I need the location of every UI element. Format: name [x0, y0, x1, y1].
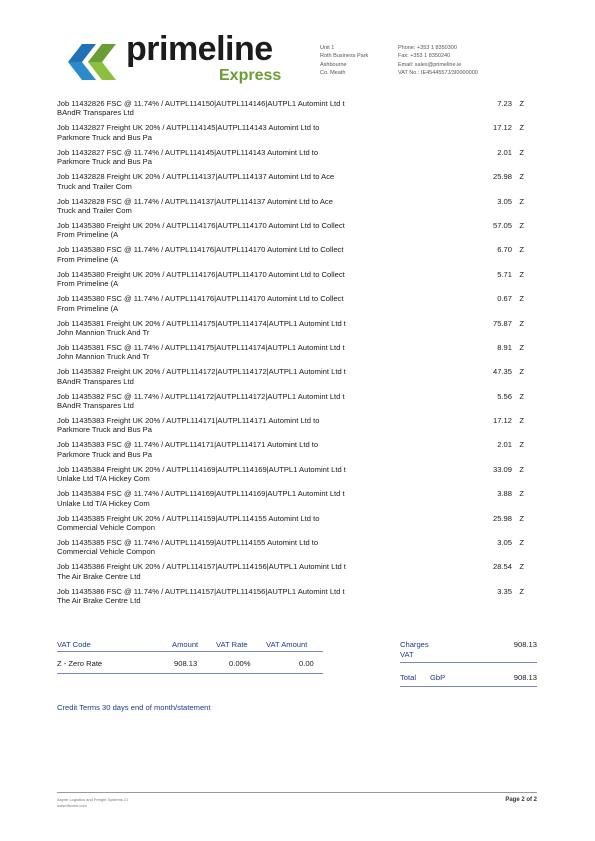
line-amount: 75.87 — [492, 318, 512, 328]
line-description-main: Job 11435382 Freight UK 20% / AUTPL114172|AUTPL114172|AUTPL1 Automint Ltd t — [57, 367, 346, 377]
invoice-line — [57, 587, 537, 611]
line-description-consignee: Commercial Vehicle Compon — [57, 523, 155, 533]
company-logo — [66, 30, 282, 88]
vat-amount-value: 0.00 — [299, 659, 314, 668]
amount-header: Amount — [172, 640, 199, 649]
line-description-main: Job 11435384 Freight UK 20% / AUTPL114169|AUTPL114169|AUTPL1 Automint Ltd t — [57, 464, 346, 474]
logo-mark-icon — [66, 36, 124, 88]
credit-terms: Credit Terms 30 days end of month/statement — [57, 703, 211, 712]
address-line: Co. Meath — [320, 69, 346, 76]
vat-rate-header: VAT Rate — [216, 640, 248, 649]
logo-wordmark: primeline — [126, 30, 273, 68]
line-amount: 3.05 — [497, 196, 512, 206]
line-description — [57, 221, 462, 240]
line-description-main: Job 11432828 FSC @ 11.74% / AUTPL114137|AUTPL114137 Automint Ltd to Ace — [57, 196, 333, 206]
invoice-line — [57, 465, 537, 489]
line-description-consignee: Truck and Trailer Com — [57, 181, 132, 191]
invoice-line — [57, 440, 537, 464]
vat-code-header: VAT Code — [57, 640, 91, 649]
line-description-main: Job 11435384 FSC @ 11.74% / AUTPL114169|AUTPL114169|AUTPL1 Automint Ltd t — [57, 489, 345, 499]
line-description — [57, 416, 462, 435]
divider — [400, 686, 537, 687]
total-label: Total — [400, 673, 417, 682]
invoice-line — [57, 514, 537, 538]
address-line: Roth Business Park — [320, 53, 369, 60]
vat-amount-header: VAT Amount — [266, 640, 308, 649]
line-amount: 33.09 — [492, 464, 512, 474]
line-description-consignee: From Primeline (A — [57, 230, 119, 240]
contact-line: Email: sales@primeline.ie — [398, 61, 462, 68]
line-description — [57, 367, 462, 386]
line-description — [57, 392, 462, 411]
line-vat-code: Z — [519, 269, 524, 279]
line-description-consignee: Unlake Ltd T/A Hickey Com — [57, 474, 150, 484]
line-amount: 5.71 — [497, 269, 512, 279]
line-description-consignee: The Air Brake Centre Ltd — [57, 571, 141, 581]
line-description-consignee: Parkmore Truck and Bus Pa — [57, 449, 152, 459]
invoice-line — [57, 172, 537, 196]
line-vat-code: Z — [519, 367, 524, 377]
line-description — [57, 538, 462, 557]
line-description-main: Job 11435382 FSC @ 11.74% / AUTPL114172|AUTPL114172|AUTPL1 Automint Ltd t — [57, 391, 345, 401]
line-description-consignee: John Mannion Truck And Tr — [57, 327, 150, 337]
line-description-main: Job 11435386 FSC @ 11.74% / AUTPL114157|AUTPL114156|AUTPL1 Automint Ltd t — [57, 586, 345, 596]
vat-base-amount: 908.13 — [174, 659, 198, 668]
line-description-consignee: BAndR Transpares Ltd — [57, 376, 134, 386]
charges-labels — [400, 640, 429, 660]
line-description-main: Job 11435383 FSC @ 11.74% / AUTPL114171|AUTPL114171 Automint Ltd to — [57, 440, 319, 450]
line-description-main: Job 11435380 FSC @ 11.74% / AUTPL114176|AUTPL114170 Automint Ltd to Collect — [57, 294, 344, 304]
line-amount: 25.98 — [492, 172, 512, 182]
line-vat-code: Z — [519, 196, 524, 206]
line-description — [57, 123, 462, 142]
line-description-consignee: BAndR Transpares Ltd — [57, 108, 134, 118]
invoice-line — [57, 416, 537, 440]
invoice-line — [57, 294, 537, 318]
line-description-consignee: Parkmore Truck and Bus Pa — [57, 132, 152, 142]
footer-divider — [57, 792, 537, 793]
line-amount: 28.54 — [492, 562, 512, 572]
invoice-line — [57, 562, 537, 586]
line-description — [57, 587, 462, 606]
line-vat-code: Z — [519, 440, 524, 450]
line-vat-code: Z — [519, 391, 524, 401]
vat-code-value: Z - Zero Rate — [57, 659, 103, 668]
line-description-consignee: The Air Brake Centre Ltd — [57, 596, 141, 606]
logo-subtitle: Express — [219, 67, 282, 84]
charges-label: Charges — [400, 640, 429, 649]
line-description-consignee: Unlake Ltd T/A Hickey Com — [57, 498, 150, 508]
line-description-main: Job 11435385 FSC @ 11.74% / AUTPL114159|AUTPL114155 Automint Ltd to — [57, 538, 319, 548]
line-description-main: Job 11435380 FSC @ 11.74% / AUTPL114176|AUTPL114170 Automint Ltd to Collect — [57, 245, 344, 255]
line-description-consignee: Commercial Vehicle Compon — [57, 547, 155, 557]
line-vat-code: Z — [519, 220, 524, 230]
line-vat-code: Z — [519, 294, 524, 304]
line-description-consignee: From Primeline (A — [57, 279, 119, 289]
line-amount: 5.56 — [497, 391, 512, 401]
line-description-consignee: Truck and Trailer Com — [57, 205, 132, 215]
divider — [57, 651, 323, 652]
vat-label: VAT — [400, 650, 414, 659]
contact-line: Fax: +353 1 8350240 — [398, 53, 451, 60]
line-description — [57, 148, 462, 167]
line-description — [57, 294, 462, 313]
company-contact — [398, 44, 478, 77]
footer-company: Aspire Logistics and Freight Systems Ci — [57, 797, 128, 802]
line-description — [57, 562, 462, 581]
line-amount: 3.35 — [497, 586, 512, 596]
line-description — [57, 319, 462, 338]
line-description-main: Job 11432828 Freight UK 20% / AUTPL114137|AUTPL114137 Automint Ltd to Ace — [57, 172, 335, 182]
line-description — [57, 343, 462, 362]
divider — [57, 673, 323, 674]
line-description-consignee: Parkmore Truck and Bus Pa — [57, 157, 152, 167]
line-description-main: Job 11435380 Freight UK 20% / AUTPL114176|AUTPL114170 Automint Ltd to Collect — [57, 220, 345, 230]
line-vat-code: Z — [519, 464, 524, 474]
invoice-line — [57, 367, 537, 391]
line-description — [57, 245, 462, 264]
invoice-line — [57, 319, 537, 343]
line-amount: 7.23 — [497, 99, 512, 108]
line-description-consignee: John Mannion Truck And Tr — [57, 352, 150, 362]
invoice-line — [57, 270, 537, 294]
vat-rate-value: 0.00% — [229, 659, 251, 668]
line-amount: 0.67 — [497, 294, 512, 304]
currency-label: GbP — [430, 673, 446, 682]
line-amount: 57.05 — [492, 220, 512, 230]
line-description-main: Job 11435383 Freight UK 20% / AUTPL114171|AUTPL114171 Automint Ltd to — [57, 416, 320, 426]
line-vat-code: Z — [519, 342, 524, 352]
line-description-main: Job 11432827 FSC @ 11.74% / AUTPL114145|AUTPL114143 Automint Ltd to — [57, 147, 319, 157]
line-description-main: Job 11435381 FSC @ 11.74% / AUTPL114175|AUTPL114174|AUTPL1 Automint Ltd t — [57, 342, 345, 352]
line-amount: 6.70 — [497, 245, 512, 255]
line-description-consignee: From Primeline (A — [57, 303, 119, 313]
line-amount: 17.12 — [492, 416, 512, 426]
line-vat-code: Z — [519, 513, 524, 523]
line-description-main: Job 11435385 Freight UK 20% / AUTPL114159|AUTPL114155 Automint Ltd to — [57, 513, 320, 523]
line-amount: 47.35 — [492, 367, 512, 377]
line-vat-code: Z — [519, 147, 524, 157]
invoice-line — [57, 123, 537, 147]
invoice-line — [57, 148, 537, 172]
line-description-main: Job 11435380 Freight UK 20% / AUTPL114176|AUTPL114170 Automint Ltd to Collect — [57, 269, 345, 279]
line-description-consignee: Parkmore Truck and Bus Pa — [57, 425, 152, 435]
invoice-line — [57, 489, 537, 513]
line-description — [57, 465, 462, 484]
line-description — [57, 514, 462, 533]
line-description-consignee: From Primeline (A — [57, 254, 119, 264]
line-description — [57, 197, 462, 216]
line-description-main: Job 11432826 FSC @ 11.74% / AUTPL114150|AUTPL114146|AUTPL1 Automint Ltd t — [57, 99, 345, 108]
invoice-line — [57, 197, 537, 221]
line-vat-code: Z — [519, 416, 524, 426]
total-value: 908.13 — [513, 673, 537, 682]
line-vat-code: Z — [519, 172, 524, 182]
divider — [400, 662, 537, 663]
line-description — [57, 172, 462, 191]
invoice-line — [57, 343, 537, 367]
charges-value: 908.13 — [513, 640, 537, 649]
invoice-line — [57, 245, 537, 269]
line-amount: 2.01 — [497, 440, 512, 450]
footer-website: www.ifsoms.com — [57, 803, 87, 808]
line-vat-code: Z — [519, 489, 524, 499]
contact-line: Phone: +353 1 8350300 — [398, 45, 457, 51]
line-amount: 2.01 — [497, 147, 512, 157]
contact-line: VAT No.: IE4544557J/3I0000000 — [398, 69, 478, 76]
line-amount: 25.98 — [492, 513, 512, 523]
line-description-main: Job 11435381 Freight UK 20% / AUTPL114175|AUTPL114174|AUTPL1 Automint Ltd t — [57, 318, 346, 328]
line-amount: 17.12 — [492, 123, 512, 133]
address-line: Ashbourne — [320, 61, 347, 68]
line-description — [57, 489, 462, 508]
line-vat-code: Z — [519, 99, 524, 108]
invoice-line — [57, 538, 537, 562]
line-description-main: Job 11435386 Freight UK 20% / AUTPL114157|AUTPL114156|AUTPL1 Automint Ltd t — [57, 562, 346, 572]
line-description-consignee: BAndR Transpares Ltd — [57, 401, 134, 411]
line-vat-code: Z — [519, 538, 524, 548]
line-vat-code: Z — [519, 245, 524, 255]
line-amount: 3.05 — [497, 538, 512, 548]
line-vat-code: Z — [519, 586, 524, 596]
line-amount: 8.91 — [497, 342, 512, 352]
company-address — [320, 44, 368, 77]
invoice-line — [57, 99, 537, 123]
invoice-line — [57, 221, 537, 245]
page-number: Page 2 of 2 — [505, 797, 537, 803]
line-description — [57, 270, 462, 289]
invoice-line — [57, 392, 537, 416]
line-vat-code: Z — [519, 123, 524, 133]
line-description — [57, 99, 462, 118]
line-amount: 3.88 — [497, 489, 512, 499]
invoice-lines — [57, 99, 537, 611]
line-description — [57, 440, 462, 459]
line-vat-code: Z — [519, 318, 524, 328]
address-line: Unit 1 — [320, 45, 335, 51]
line-description-main: Job 11432827 Freight UK 20% / AUTPL114145|AUTPL114143 Automint Ltd to — [57, 123, 320, 133]
line-vat-code: Z — [519, 562, 524, 572]
